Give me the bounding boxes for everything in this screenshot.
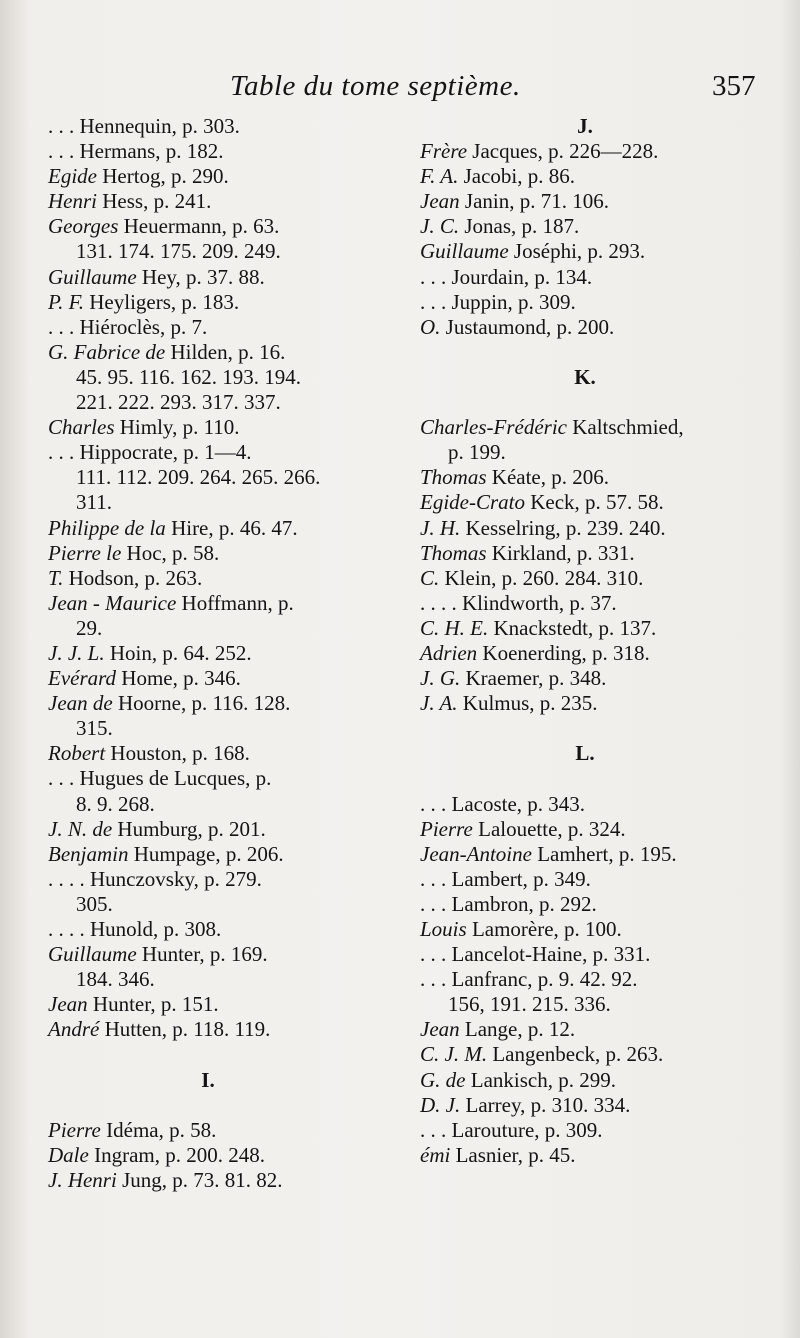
index-entry [420, 917, 775, 942]
index-entry [420, 1017, 775, 1042]
given-name: T. [48, 565, 64, 590]
entry-text: Hilden, p. 16. [165, 339, 286, 364]
given-name: J. C. [420, 214, 460, 239]
entry-text: . . . Hermans, p. 182. [48, 139, 224, 164]
index-entry-continuation [420, 440, 775, 465]
given-name: Jean [48, 992, 88, 1017]
index-entry [48, 541, 368, 566]
given-name: Dale [48, 1142, 89, 1167]
index-entry [48, 139, 368, 164]
given-name: J. N. de [48, 816, 113, 841]
entry-text: Lankisch, p. 299. [465, 1067, 616, 1092]
index-entry [420, 516, 775, 541]
spacer [420, 766, 775, 791]
entry-text: Hunter, p. 151. [87, 992, 219, 1017]
entry-text: Hodson, p. 263. [63, 565, 203, 590]
index-entry-continuation [48, 792, 368, 817]
section-letter-heading [420, 365, 750, 390]
index-entry-continuation [48, 716, 368, 741]
given-name: G. Fabrice de [48, 339, 166, 364]
given-name: Jean [420, 189, 460, 214]
index-entry [420, 792, 775, 817]
entry-text: . . . . Klindworth, p. 37. [420, 590, 617, 615]
index-entry [420, 1143, 775, 1168]
index-entry-continuation [420, 992, 775, 1017]
index-entry [420, 164, 775, 189]
spacer [420, 390, 775, 415]
entry-text: Hoin, p. 64. 252. [104, 640, 252, 665]
index-entry-continuation [48, 616, 368, 641]
entry-text: Himly, p. 110. [114, 415, 240, 440]
index-entry [420, 214, 775, 239]
given-name: Guillaume [48, 942, 137, 967]
heading-text: K. [574, 364, 596, 389]
entry-text: Lange, p. 12. [459, 1017, 576, 1042]
given-name: Jean-Antoine [420, 841, 532, 866]
heading-text: I. [201, 1067, 215, 1092]
index-entry [48, 566, 368, 591]
index-entry [48, 265, 368, 290]
given-name: Jean [420, 1017, 460, 1042]
index-entry-continuation [48, 390, 368, 415]
entry-text: 156, 191. 215. 336. [448, 992, 611, 1017]
index-entry [420, 265, 775, 290]
given-name: Benjamin [48, 841, 129, 866]
given-name: J. J. L. [48, 640, 105, 665]
page-number: 357 [712, 70, 756, 102]
index-entry [48, 340, 368, 365]
entry-text: Heyligers, p. 183. [84, 289, 240, 314]
index-entry [420, 892, 775, 917]
entry-text: p. 199. [448, 440, 506, 465]
index-entry [48, 1118, 368, 1143]
given-name: Henri [48, 189, 97, 214]
entry-text: Keck, p. 57. 58. [525, 490, 664, 515]
entry-text: Hess, p. 241. [97, 189, 212, 214]
index-entry [420, 942, 775, 967]
index-entry [420, 465, 775, 490]
given-name: Adrien [420, 640, 478, 665]
entry-text: . . . Lambert, p. 349. [420, 866, 591, 891]
index-entry [48, 741, 368, 766]
entry-text: Justaumond, p. 200. [440, 314, 615, 339]
index-entry [48, 817, 368, 842]
entry-text: 305. [76, 891, 113, 916]
entry-text: Hey, p. 37. 88. [136, 264, 265, 289]
entry-text: Houston, p. 168. [105, 741, 250, 766]
given-name: Pierre [420, 816, 473, 841]
entry-text: 8. 9. 268. [76, 791, 155, 816]
entry-text: . . . Larouture, p. 309. [420, 1117, 603, 1142]
index-entry [420, 189, 775, 214]
entry-text: Lasnier, p. 45. [450, 1142, 576, 1167]
entry-text: Jonas, p. 187. [459, 214, 580, 239]
entry-text: Lalouette, p. 324. [472, 816, 626, 841]
entry-text: 184. 346. [76, 967, 155, 992]
entry-text: . . . Lanfranc, p. 9. 42. 92. [420, 967, 638, 992]
index-entry-continuation [48, 967, 368, 992]
index-entry [48, 164, 368, 189]
spacer [48, 1093, 368, 1118]
entry-text: Kraemer, p. 348. [460, 666, 607, 691]
entry-text: Hoorne, p. 116. 128. [112, 691, 291, 716]
index-entry [48, 766, 368, 791]
index-entry-continuation [48, 892, 368, 917]
index-entry [420, 666, 775, 691]
entry-text: Kirkland, p. 331. [486, 540, 635, 565]
given-name: Charles [48, 415, 115, 440]
index-entry [48, 1168, 368, 1193]
entry-text: 311. [76, 490, 112, 515]
entry-text: Jacobi, p. 86. [458, 164, 575, 189]
spacer [48, 1042, 368, 1067]
entry-text: Jung, p. 73. 81. 82. [116, 1167, 283, 1192]
entry-text: . . . Lancelot-Haine, p. 331. [420, 942, 651, 967]
index-entry [420, 842, 775, 867]
index-entry [48, 641, 368, 666]
entry-text: . . . Hiéroclès, p. 7. [48, 314, 208, 339]
given-name: Guillaume [420, 239, 509, 264]
index-entry-continuation [48, 465, 368, 490]
entry-text: Kulmus, p. 235. [457, 691, 598, 716]
given-name: émi [420, 1142, 451, 1167]
index-entry [48, 114, 368, 139]
entry-text: Lamhert, p. 195. [531, 841, 677, 866]
index-entry [48, 1017, 368, 1042]
index-entry [420, 239, 775, 264]
entry-text: 111. 112. 209. 264. 265. 266. [76, 465, 321, 490]
index-entry [48, 666, 368, 691]
index-entry [48, 867, 368, 892]
given-name: C. [420, 565, 440, 590]
entry-text: . . . Hugues de Lucques, p. [48, 766, 272, 791]
given-name: O. [420, 314, 441, 339]
entry-text: Klein, p. 260. 284. 310. [439, 565, 644, 590]
index-entry [420, 1093, 775, 1118]
entry-text: . . . . Hunczovsky, p. 279. [48, 866, 262, 891]
given-name: J. H. [420, 515, 461, 540]
entry-text: Kesselring, p. 239. 240. [460, 515, 666, 540]
entry-text: Kéate, p. 206. [486, 465, 609, 490]
index-entry [48, 1143, 368, 1168]
index-entry [48, 942, 368, 967]
entry-text: Janin, p. 71. 106. [459, 189, 609, 214]
entry-text: Hutten, p. 118. 119. [99, 1017, 271, 1042]
given-name: Frère [420, 139, 468, 164]
given-name: F. A. [420, 164, 459, 189]
given-name: Charles-Frédéric [420, 415, 567, 440]
entry-text: Idéma, p. 58. [100, 1117, 217, 1142]
section-letter-heading [420, 741, 750, 766]
entry-text: Hire, p. 46. 47. [165, 515, 298, 540]
index-entry [420, 1068, 775, 1093]
page-header [0, 66, 800, 106]
index-entry [48, 691, 368, 716]
index-entry [48, 415, 368, 440]
right-index-column [420, 114, 775, 1168]
given-name: Jean - Maurice [48, 590, 177, 615]
entry-text: Kaltschmied, [566, 415, 684, 440]
entry-text: 45. 95. 116. 162. 193. 194. [76, 364, 301, 389]
index-entry [48, 917, 368, 942]
entry-text: . . . Hennequin, p. 303. [48, 114, 240, 138]
entry-text: . . . Hippocrate, p. 1—4. [48, 440, 252, 465]
entry-text: Knackstedt, p. 137. [488, 615, 657, 640]
given-name: Guillaume [48, 264, 137, 289]
index-entry [48, 842, 368, 867]
given-name: C. J. M. [420, 1042, 488, 1067]
left-index-column [48, 114, 368, 1193]
given-name: Jean de [48, 691, 113, 716]
entry-text: Larrey, p. 310. 334. [460, 1092, 631, 1117]
index-entry [48, 214, 368, 239]
index-entry-continuation [48, 490, 368, 515]
entry-text: . . . Lambron, p. 292. [420, 891, 597, 916]
entry-text: 131. 174. 175. 209. 249. [76, 239, 281, 264]
index-entry [48, 992, 368, 1017]
index-entry [420, 139, 775, 164]
entry-text: Heuermann, p. 63. [118, 214, 280, 239]
index-entry [48, 591, 368, 616]
entry-text: . . . . Hunold, p. 308. [48, 917, 222, 941]
given-name: C. H. E. [420, 615, 489, 640]
given-name: Robert [48, 741, 106, 766]
entry-text: Hertog, p. 290. [96, 164, 229, 189]
given-name: André [48, 1017, 100, 1042]
index-entry [420, 490, 775, 515]
given-name: Pierre le [48, 540, 122, 565]
given-name: Georges [48, 214, 119, 239]
given-name: Pierre [48, 1117, 101, 1142]
entry-text: Hoc, p. 58. [121, 540, 220, 565]
entry-text: Humburg, p. 201. [112, 816, 266, 841]
index-entry [420, 541, 775, 566]
given-name: Thomas [420, 465, 487, 490]
spacer [420, 716, 775, 741]
index-entry [420, 315, 775, 340]
entry-text: . . . Lacoste, p. 343. [420, 791, 586, 816]
heading-text: L. [575, 741, 595, 766]
section-letter-heading [48, 1068, 368, 1093]
entry-text: . . . Juppin, p. 309. [420, 289, 576, 314]
given-name: D. J. [420, 1092, 461, 1117]
index-entry [420, 290, 775, 315]
index-entry [420, 967, 775, 992]
index-entry [48, 440, 368, 465]
given-name: P. F. [48, 289, 84, 314]
entry-text: Humpage, p. 206. [128, 841, 284, 866]
entry-text: 221. 222. 293. 317. 337. [76, 390, 281, 415]
entry-text: Ingram, p. 200. 248. [88, 1142, 265, 1167]
given-name: G. de [420, 1067, 466, 1092]
index-entry [420, 566, 775, 591]
index-entry [48, 516, 368, 541]
heading-text: J. [577, 114, 593, 138]
index-entry [420, 867, 775, 892]
entry-text: Home, p. 346. [116, 666, 241, 691]
given-name: J. Henri [48, 1167, 117, 1192]
index-entry [420, 1042, 775, 1067]
index-entry [420, 1118, 775, 1143]
entry-text: . . . Jourdain, p. 134. [420, 264, 593, 289]
given-name: Louis [420, 917, 467, 941]
given-name: Thomas [420, 540, 487, 565]
index-entry [48, 290, 368, 315]
entry-text: Hoffmann, p. [176, 590, 294, 615]
index-entry [420, 616, 775, 641]
entry-text: Lamorère, p. 100. [466, 917, 622, 941]
index-entry [48, 315, 368, 340]
entry-text: Koenerding, p. 318. [477, 640, 650, 665]
index-entry [420, 691, 775, 716]
section-letter-heading [420, 114, 750, 139]
entry-text: 315. [76, 716, 113, 741]
running-title: Table du tome septième. [230, 70, 521, 102]
given-name: J. G. [420, 666, 461, 691]
given-name: Egide [48, 164, 97, 189]
entry-text: Jacques, p. 226—228. [467, 139, 659, 164]
given-name: Philippe de la [48, 515, 166, 540]
entry-text: Hunter, p. 169. [136, 942, 268, 967]
index-entry [420, 817, 775, 842]
index-entry [420, 641, 775, 666]
given-name: Evérard [48, 666, 117, 691]
index-entry [420, 591, 775, 616]
entry-text: Joséphi, p. 293. [508, 239, 646, 264]
index-entry [420, 415, 775, 440]
index-entry-continuation [48, 239, 368, 264]
index-entry [48, 189, 368, 214]
entry-text: Langenbeck, p. 263. [487, 1042, 664, 1067]
index-entry-continuation [48, 365, 368, 390]
spacer [420, 340, 775, 365]
given-name: Egide-Crato [420, 490, 525, 515]
entry-text: 29. [76, 615, 103, 640]
given-name: J. A. [420, 691, 458, 716]
